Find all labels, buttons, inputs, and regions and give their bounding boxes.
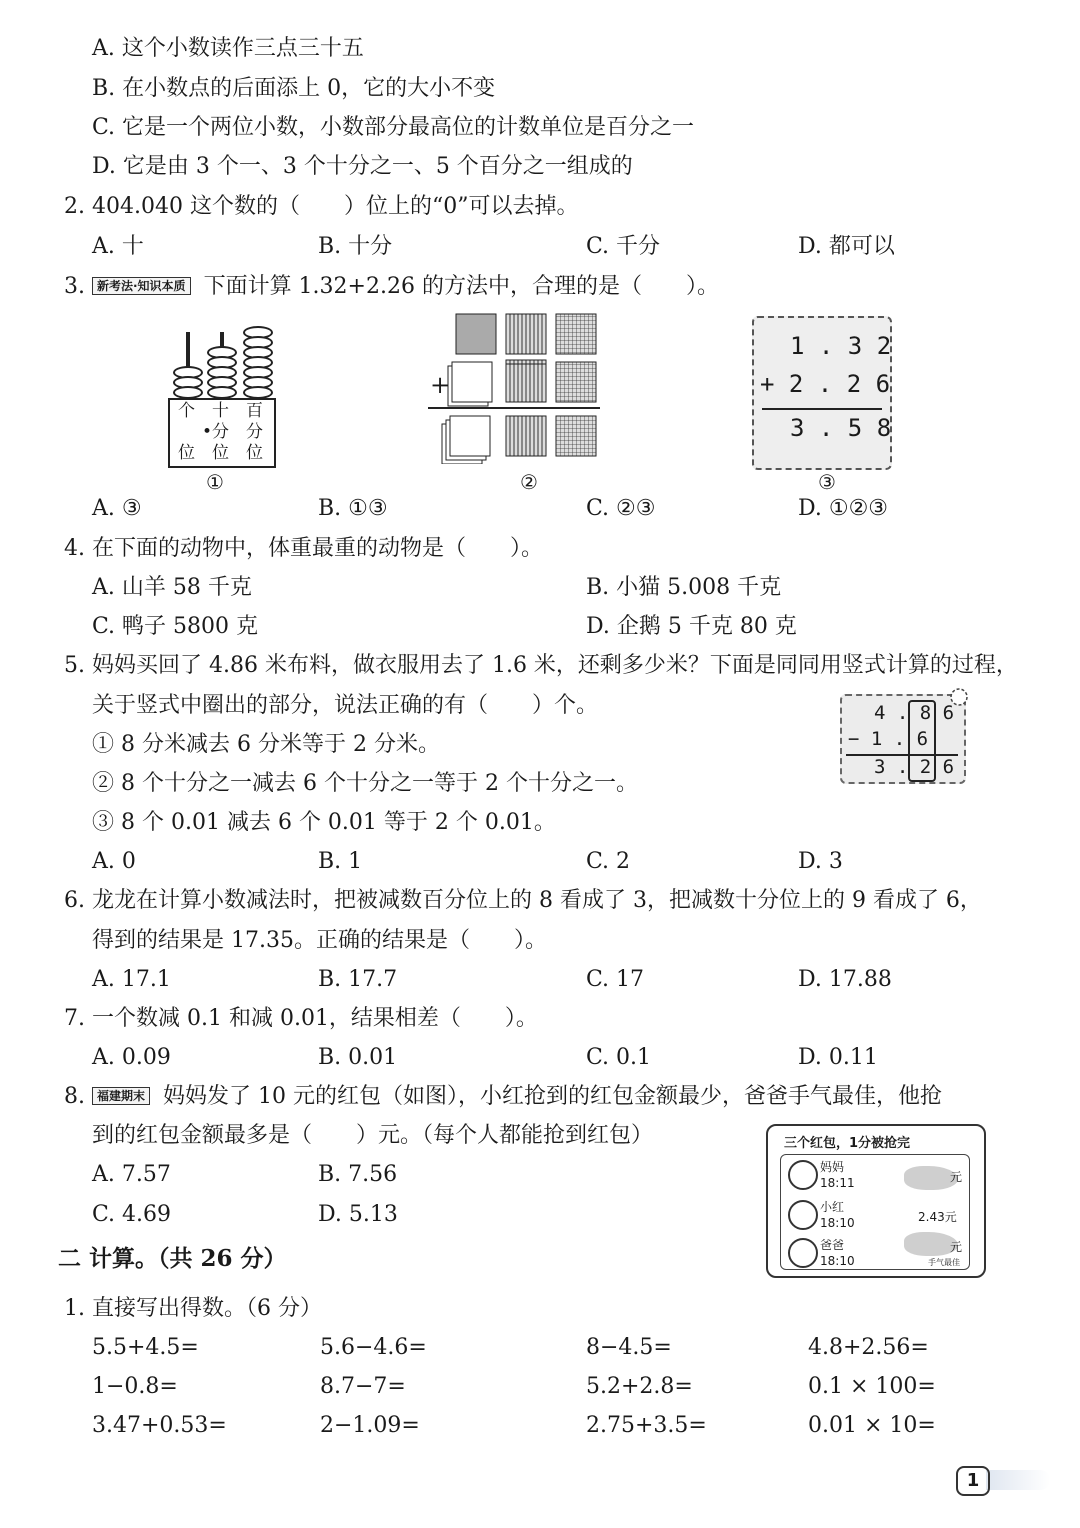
- q6-option-c: C. 17: [586, 967, 645, 992]
- q1-option-d: D. 它是由 3 个一、3 个十分之一、5 个百分之一组成的: [92, 154, 633, 179]
- entry-xiaohong-time: 18:10: [820, 1216, 855, 1230]
- q7-option-d: D. 0.11: [798, 1045, 878, 1070]
- abacus-place-labels: 个 十 百 •分 分 位 位 位: [168, 398, 276, 468]
- q5-statement-3: ③ 8 个 0.01 减去 6 个 0.01 等于 2 个 0.01。: [92, 810, 556, 835]
- calc-r1-c2: 5.6−4.6=: [320, 1335, 427, 1360]
- q5-stem-line-1: 5. 妈妈买回了 4.86 米布料，做衣服用去了 1.6 米，还剩多少米？下面是同同用竖式计算的过程，: [64, 653, 1018, 678]
- avatar-dad: [788, 1238, 818, 1268]
- q2-option-d: D. 都可以: [798, 234, 895, 259]
- q7-option-b: B. 0.01: [318, 1045, 398, 1070]
- vertical-addition-figure: 1 . 3 2 + 2 . 2 6 3 . 5 8: [752, 316, 892, 470]
- q6-option-d: D. 17.88: [798, 967, 892, 992]
- q8-option-b: B. 7.56: [318, 1162, 398, 1187]
- q5-statement-1: ① 8 分米减去 6 分米等于 2 分米。: [92, 732, 440, 757]
- q1-option-a: A. 这个小数读作三点三十五: [92, 36, 364, 61]
- q2-stem: 2. 404.040 这个数的（ ）位上的“0”可以去掉。: [64, 194, 579, 219]
- q3-tag: 新考法·知识本质: [92, 277, 191, 295]
- q8-stem-line-2: 到的红包金额最多是（ ）元。（每个人都能抢到红包）: [92, 1123, 654, 1148]
- vertical-subtraction-figure: 4 . 8 6 − 1 . 6 3 . 2 6: [840, 694, 966, 784]
- entry-mom-amount: 元: [950, 1170, 963, 1184]
- entry-dad-time: 18:10: [820, 1254, 855, 1268]
- entry-mom-time: 18:11: [820, 1176, 855, 1190]
- calc-r2-c4: 0.1 × 100=: [808, 1374, 936, 1399]
- entry-dad-name: 爸爸: [820, 1238, 845, 1252]
- calc-r3-c4: 0.01 × 10=: [808, 1413, 936, 1438]
- q5-option-d: D. 3: [798, 849, 843, 874]
- calc-r1-c4: 4.8+2.56=: [808, 1335, 929, 1360]
- q6-option-b: B. 17.7: [318, 967, 398, 992]
- calc-r3-c1: 3.47+0.53=: [92, 1413, 227, 1438]
- entry-mom-name: 妈妈: [820, 1160, 845, 1174]
- q3-option-d: D. ①②③: [798, 496, 889, 521]
- q3-option-a: A. ③: [92, 496, 142, 521]
- calc-r3-c2: 2−1.09=: [320, 1413, 420, 1438]
- section-2-sub-1: 1. 直接写出得数。（6 分）: [64, 1296, 322, 1321]
- best-luck-label: 手气最佳: [928, 1258, 960, 1267]
- q3-line: [64, 272, 719, 302]
- section-2-heading: 二 计算。（共 26 分）: [58, 1245, 287, 1272]
- abacus-figure: [168, 312, 274, 468]
- q3-option-b: B. ①③: [318, 496, 388, 521]
- q4-option-c: C. 鸭子 5800 克: [92, 614, 259, 639]
- q2-option-c: C. 千分: [586, 234, 661, 259]
- calc-r2-c1: 1−0.8=: [92, 1374, 178, 1399]
- calc-r2-c3: 5.2+2.8=: [586, 1374, 693, 1399]
- q8-option-c: C. 4.69: [92, 1202, 172, 1227]
- calc-r3-c3: 2.75+3.5=: [586, 1413, 707, 1438]
- q3-stem: 下面计算 1.32+2.26 的方法中，合理的是（ ）。: [203, 274, 719, 299]
- entry-dad-amount: 元: [950, 1240, 963, 1254]
- avatar-xiaohong: [788, 1200, 818, 1230]
- card-title: 三个红包，1分被抢完: [784, 1136, 911, 1151]
- q5-option-c: C. 2: [586, 849, 631, 874]
- q4-option-a: A. 山羊 58 千克: [92, 575, 252, 600]
- entry-xiaohong-amount: 2.43元: [918, 1210, 957, 1224]
- q7-stem: 7. 一个数减 0.1 和减 0.01，结果相差（ ）。: [64, 1006, 538, 1031]
- q2-option-b: B. 十分: [318, 234, 393, 259]
- calc-r1-c3: 8−4.5=: [586, 1335, 672, 1360]
- q2-option-a: A. 十: [92, 234, 144, 259]
- q4-option-d: D. 企鹅 5 千克 80 克: [586, 614, 797, 639]
- q4-stem: 4. 在下面的动物中，体重最重的动物是（ ）。: [64, 536, 543, 561]
- q8-option-a: A. 7.57: [92, 1162, 171, 1187]
- avatar-mom: [788, 1160, 818, 1190]
- caption-2: ②: [520, 470, 538, 494]
- q6-stem-line-2: 得到的结果是 17.35。正确的结果是（ ）。: [92, 928, 547, 953]
- circled-digit-column: [908, 700, 936, 782]
- q5-option-b: B. 1: [318, 849, 363, 874]
- caption-1: ①: [206, 470, 224, 494]
- q4-option-b: B. 小猫 5.008 千克: [586, 575, 782, 600]
- q7-option-c: C. 0.1: [586, 1045, 652, 1070]
- q6-stem-line-1: 6. 龙龙在计算小数减法时，把被减数百分位上的 8 看成了 3，把减数十分位上的 9 看成了 6，: [64, 888, 982, 913]
- q3-number: 3.: [64, 274, 85, 299]
- q5-option-a: A. 0: [92, 849, 136, 874]
- blocks-plus-sign: +: [430, 371, 451, 399]
- q1-option-b: B. 在小数点的后面添上 0，它的大小不变: [92, 76, 496, 101]
- calc-r1-c1: 5.5+4.5=: [92, 1335, 199, 1360]
- q6-option-a: A. 17.1: [92, 967, 171, 992]
- q5-statement-2: ② 8 个十分之一减去 6 个十分之一等于 2 个十分之一。: [92, 771, 638, 796]
- q5-stem-line-2: 关于竖式中圈出的部分，说法正确的有（ ）个。: [92, 693, 599, 718]
- base-ten-blocks-figure: [424, 312, 604, 464]
- q8-stem-1: 妈妈发了 10 元的红包（如图），小红抢到的红包金额最少，爸爸手气最佳，他抢: [163, 1084, 942, 1109]
- page-number: 1: [956, 1466, 990, 1496]
- q8-tag: 福建期末: [92, 1087, 150, 1105]
- calc-r2-c2: 8.7−7=: [320, 1374, 406, 1399]
- q8-line-1: [64, 1082, 942, 1112]
- caption-3: ③: [818, 470, 836, 494]
- spark-icon: [948, 686, 970, 708]
- q7-option-a: A. 0.09: [92, 1045, 171, 1070]
- entry-xiaohong-name: 小红: [820, 1200, 845, 1214]
- q3-option-c: C. ②③: [586, 496, 656, 521]
- q1-option-c: C. 它是一个两位小数，小数部分最高位的计数单位是百分之一: [92, 115, 695, 140]
- q8-number: 8.: [64, 1084, 85, 1109]
- q8-option-d: D. 5.13: [318, 1202, 398, 1227]
- red-packet-card: [766, 1124, 986, 1278]
